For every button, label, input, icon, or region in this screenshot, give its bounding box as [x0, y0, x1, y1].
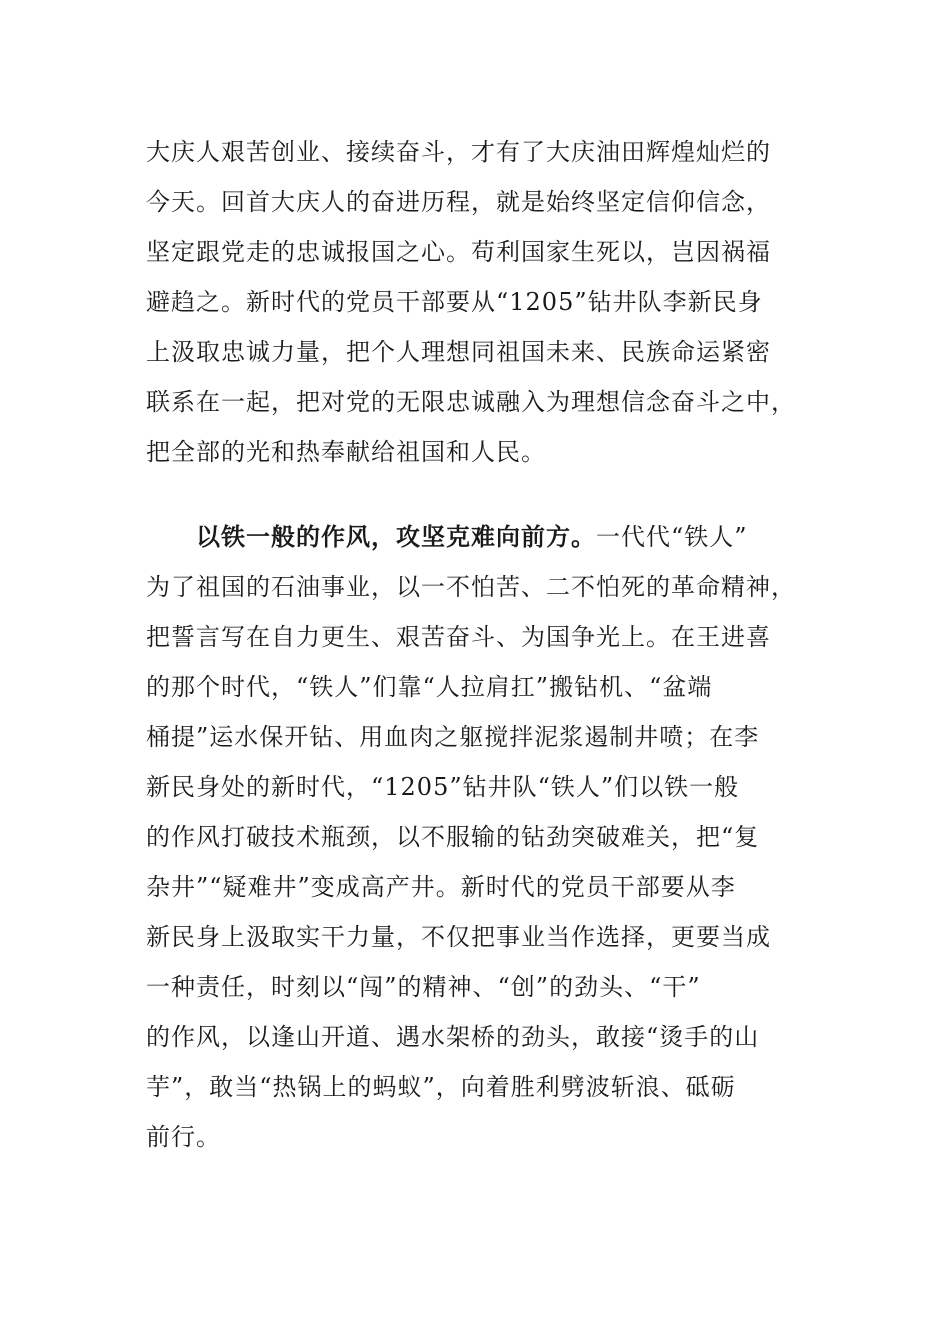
text-line: 联系在一起，把对党的无限忠诚融入为理想信念奋斗之中， — [146, 388, 796, 416]
paragraph-first-line-text: 一代代“铁人” — [596, 523, 748, 551]
paragraph-1 — [146, 127, 806, 477]
text-line: 的那个时代，“铁人”们靠“人拉肩扛”搬钻机、“盆端 — [146, 673, 713, 701]
text-line: 避趋之。新时代的党员干部要从“1205”钻井队李新民身 — [146, 288, 763, 316]
text-line: 把全部的光和热奉献给祖国和人民。 — [146, 438, 546, 466]
text-line: 上汲取忠诚力量，把个人理想同祖国未来、民族命运紧密 — [146, 338, 771, 366]
text-line: 的作风，以逢山开道、遇水架桥的劲头，敢接“烫手的山 — [146, 1023, 760, 1051]
text-line: 今天。回首大庆人的奋进历程，就是始终坚定信仰信念， — [146, 188, 771, 216]
text-line-first — [146, 512, 806, 562]
text-line: 把誓言写在自力更生、艰苦奋斗、为国争光上。在王进喜 — [146, 623, 771, 651]
text-line: 桶提”运水保开钻、用血肉之躯搅拌泥浆遏制井喷；在李 — [146, 723, 760, 751]
text-line: 新民身上汲取实干力量，不仅把事业当作选择，更要当成 — [146, 923, 771, 951]
paragraph-lead-heading: 以铁一般的作风，攻坚克难向前方。 — [196, 522, 596, 551]
text-line: 的作风打破技术瓶颈，以不服输的钻劲突破难关，把“复 — [146, 823, 760, 851]
text-line: 新民身处的新时代，“1205”钻井队“铁人”们以铁一般 — [146, 773, 740, 801]
text-line: 大庆人艰苦创业、接续奋斗，才有了大庆油田辉煌灿烂的 — [146, 138, 771, 166]
text-line: 为了祖国的石油事业，以一不怕苦、二不怕死的革命精神， — [146, 573, 796, 601]
text-line: 一种责任，时刻以“闯”的精神、“创”的劲头、“干” — [146, 973, 701, 1001]
text-line: 杂井”“疑难井”变成高产井。新时代的党员干部要从李 — [146, 873, 736, 901]
paragraph-2 — [146, 512, 806, 1162]
text-line: 坚定跟党走的忠诚报国之心。苟利国家生死以，岂因祸福 — [146, 238, 771, 266]
text-line: 前行。 — [146, 1123, 221, 1151]
text-line: 芋”，敢当“热锅上的蚂蚁”，向着胜利劈波斩浪、砥砺 — [146, 1073, 736, 1101]
